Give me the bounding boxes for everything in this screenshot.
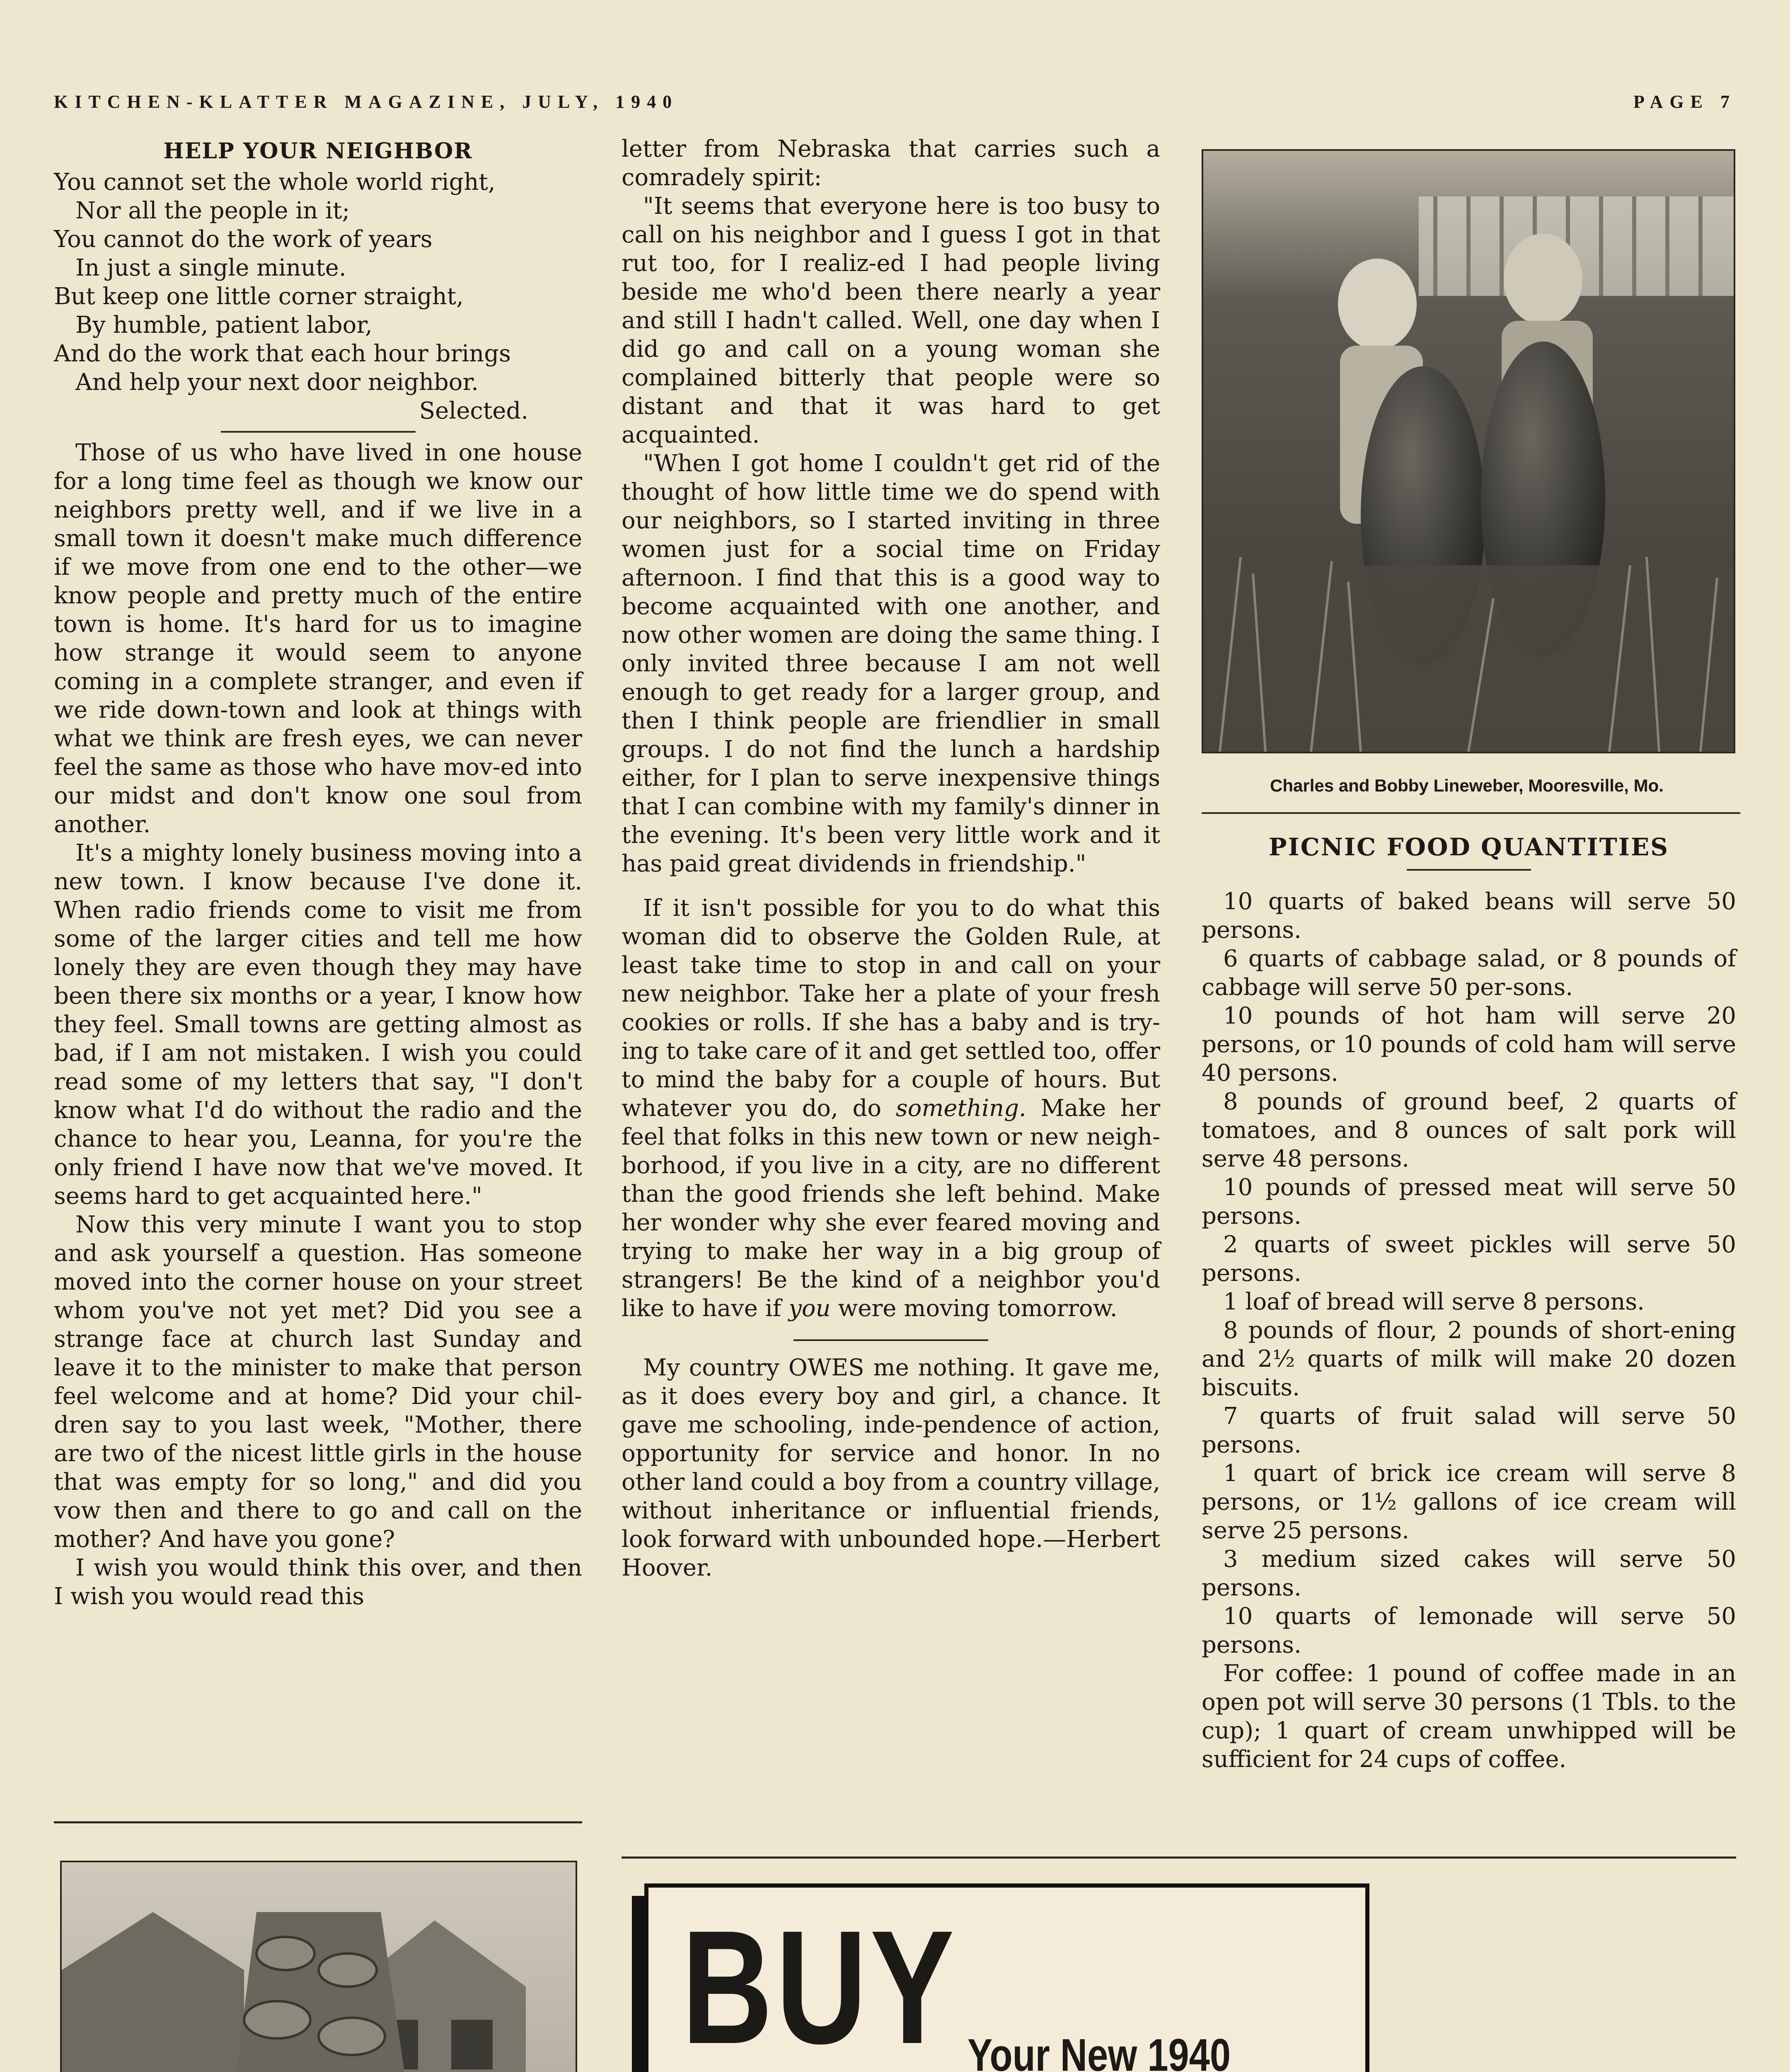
- poem-line: But keep one little corner straight,: [54, 283, 464, 310]
- poem-line: You cannot set the whole world right,: [54, 169, 496, 196]
- picnic-item: 1 loaf of bread will serve 8 persons.: [1223, 1288, 1645, 1315]
- picnic-item: 10 quarts of baked beans will serve 50 persons.: [1202, 888, 1736, 944]
- photo-image: [1203, 151, 1734, 752]
- poem: [54, 168, 582, 425]
- text-run: were moving tomorrow.: [838, 1295, 1118, 1322]
- poem-line: In just a single minute.: [75, 254, 346, 281]
- poem-title: HELP YOUR NEIGHBOR: [163, 138, 473, 164]
- picnic-section: [1202, 833, 1736, 1774]
- text-run: Make her feel that folks in this new town or new neigh-borhood, if you live in a city, are no different than the good friends she left behind. Make her wonder why she ever feared moving and trying to make her way in a big group of strangers! Be the kind of a neighbor you'd like to have if: [622, 1095, 1160, 1322]
- letter-paragraph: "It seems that everyone here is too busy to call on his neighbor and I guess I got in that rut too, for I realiz-ed I had people living beside me who'd been there nearly a year and still I hadn't called. Well, one day when I did go and call on a young woman she complained bitterly that people were so distant and that it was hard to get acquainted.: [622, 193, 1160, 448]
- article-paragraph: It's a mighty lonely business moving into a new town. I know because I've done it. When radio friends come to visit me from some of the larger cities and tell me how lonely they are even though they may have been there six months or a year, I know how they feel. Small towns are getting almost as bad, if I am not mistaken. I wish you could read some of my letters that say, "I don't know what I'd do without the radio and the chance to hear you, Leanna, for you're the only friend I have now that we've moved. It seems hard to get acquainted here.": [54, 840, 582, 1210]
- article-paragraph: [622, 894, 1160, 1323]
- text-run: If it isn't possible for you to do what this woman did to observe the Golden Rule, at least take time to stop in and call on your new neighbor. Take her a plate of your fresh cookies or rolls. If she has a baby and is try-ing to take care of it and get settled too, offer to mind the baby for a couple of hours. But whatever you do, do: [622, 895, 1160, 1122]
- photo-boys-caption: Charles and Bobby Lineweber, Mooresville, Mo.: [1270, 776, 1664, 795]
- hoover-quote: My country OWES me nothing. It gave me, as it does every boy and girl, a chance. It gave me schooling, inde-pendence of action, opportunity for service and honor. In no other land could a boy from a country village, without inheritance or influential friends, look forward with unbounded hope.—Herbert Hoover.: [622, 1354, 1160, 1581]
- picnic-item: 10 quarts of lemonade will serve 50 persons.: [1202, 1603, 1736, 1658]
- article-paragraph: Now this very minute I want you to stop and ask yourself a question. Has someone moved into the corner house on your street whom you've not yet met? Did you see a strange face at church last Sunday and leave it to the minister to make that person feel welcome and at home? Did your chil-dren say to you last week, "Mother, there are two of the nicest little girls in the house that was empty for so long," and did you vow then and there to go and call on the mother? And have you gone?: [54, 1211, 582, 1553]
- divider: [793, 1339, 988, 1341]
- divider: [221, 431, 416, 433]
- divider: [1407, 869, 1531, 871]
- article-paragraph: Those of us who have lived in one house for a long time feel as though we know our neighbors pretty well, and if we live in a small town it doesn't make much difference if we move from one end to the other—we know people and pretty much of the entire town is home. It's hard for us to imagine how strange it would seem to anyone coming in a complete stranger, and even if we ride down-town and look at things with what we think are fresh eyes, we can never feel the same as those who have mov-ed into our midst and don't know one soul from another.: [54, 439, 582, 838]
- article-paragraph: I wish you would think this over, and then I wish you would read this: [54, 1554, 582, 1610]
- poem-line: By humble, patient labor,: [75, 312, 373, 339]
- article-paragraph: letter from Nebraska that carries such a comradely spirit:: [622, 136, 1160, 191]
- ad-your-new-1940: Your New 1940: [968, 2030, 1231, 2072]
- picnic-item: 2 quarts of sweet pickles will serve 50 persons.: [1202, 1231, 1736, 1287]
- picnic-item: 6 quarts of cabbage salad, or 8 pounds of cabbage will serve 50 per-sons.: [1202, 945, 1736, 1001]
- picnic-item: 8 pounds of flour, 2 pounds of short-ening and 2½ quarts of milk will make 20 dozen biscuits.: [1202, 1317, 1736, 1401]
- refrigerator-ad: [644, 1883, 1369, 2072]
- section-rule-left: [54, 1821, 582, 1823]
- picnic-item: 8 pounds of ground beef, 2 quarts of tomatoes, and 8 ounces of salt pork will serve 48 persons.: [1202, 1088, 1736, 1172]
- poem-line: And do the work that each hour brings: [54, 340, 511, 367]
- picnic-item: 1 quart of brick ice cream will serve 8 persons, or 1½ gallons of ice cream will serve 25 persons.: [1202, 1460, 1736, 1544]
- letter-paragraph: "When I got home I couldn't get rid of the thought of how little time we do spend with our neighbors, so I started inviting in three women just for a social time on Friday afternoon. I find that this is a good way to become acquainted with one another, and now other women are doing the same thing. I only invited three because I am not well enough to get ready for a larger group, and then I think people are friendlier in small groups. I do not find the lunch a hardship either, for I plan to serve inexpensive things that I can combine with my family's dinner in the evening. It's been very little work and it has paid great dividends in friendship.": [622, 450, 1160, 877]
- caption-rule: [1202, 812, 1740, 814]
- poem-line: And help your next door neighbor.: [75, 369, 479, 396]
- picnic-item: 3 medium sized cakes will serve 50 persons.: [1202, 1546, 1736, 1601]
- poem-line: You cannot do the work of years: [54, 226, 433, 253]
- masthead: KITCHEN-KLATTER MAGAZINE, JULY, 1940: [54, 91, 679, 112]
- running-head: [54, 89, 1736, 114]
- picnic-item: 7 quarts of fruit salad will serve 50 persons.: [1202, 1403, 1736, 1458]
- emphasis: you: [789, 1295, 831, 1322]
- picnic-item: 10 pounds of pressed meat will serve 50 persons.: [1202, 1174, 1736, 1230]
- photo-fireplace: [60, 1861, 577, 2072]
- section-rule-right: [622, 1857, 1736, 1859]
- picnic-title: PICNIC FOOD QUANTITIES: [1268, 833, 1669, 861]
- poem-line: Nor all the people in it;: [75, 197, 350, 224]
- column-1: [54, 137, 582, 1611]
- page-number: PAGE 7: [1633, 91, 1736, 112]
- emphasis: something.: [895, 1095, 1026, 1122]
- photo-image: [62, 1862, 576, 2072]
- column-2: [622, 135, 1160, 1582]
- picnic-item: 10 pounds of hot ham will serve 20 persons, or 10 pounds of cold ham will serve 40 persons.: [1202, 1002, 1736, 1087]
- photo-boys-with-melons: [1202, 149, 1735, 753]
- poem-credit: Selected.: [419, 397, 528, 424]
- ad-buy-headline: BUY: [682, 1897, 958, 2072]
- picnic-item: For coffee: 1 pound of coffee made in an open pot will serve 30 persons (1 Tbls. to the cup); 1 quart of cream unwhipped will be sufficient for 24 cups of coffee.: [1202, 1660, 1736, 1773]
